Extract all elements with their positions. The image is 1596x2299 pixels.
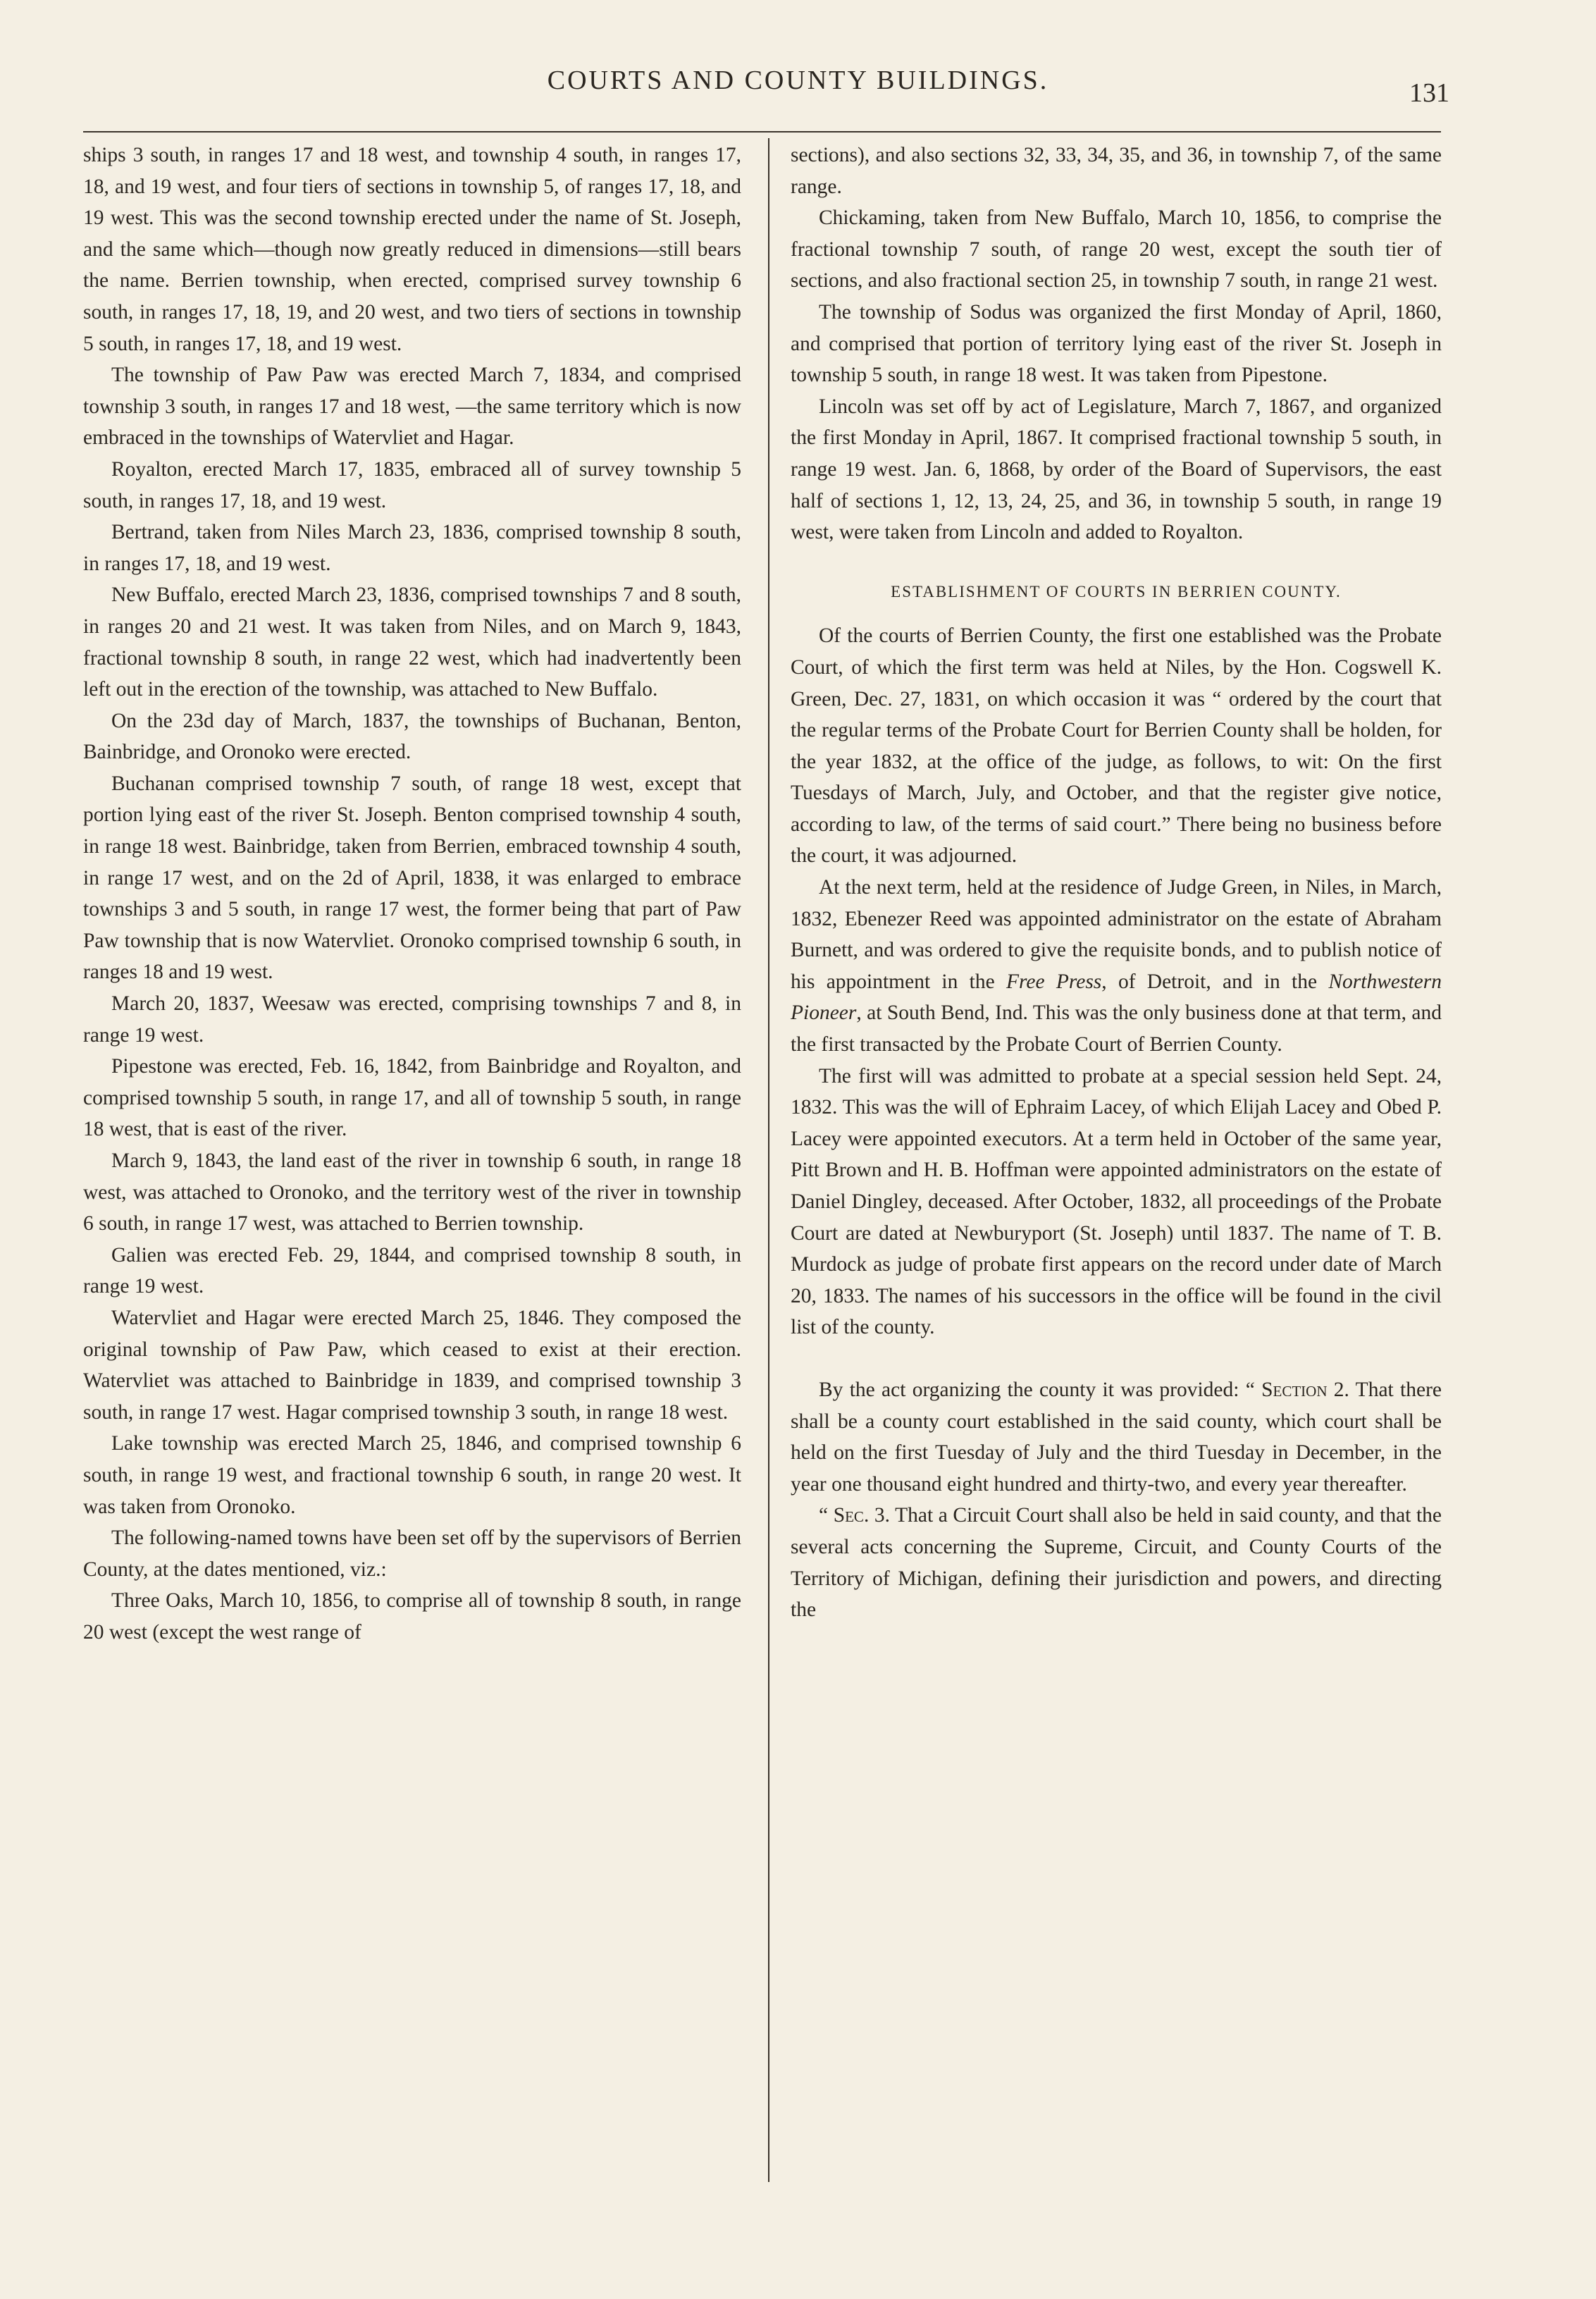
spacer [791,1343,1442,1374]
page-number: 131 [1409,78,1449,108]
paragraph [791,1500,1442,1625]
right-column [791,140,1442,1626]
paragraph: sections), and also sections 32, 33, 34, 35, and 36, in township 7, of the same range. [791,144,1442,198]
newspaper-title: Northwestern Pioneer [791,970,1442,1025]
paragraph: Pipestone was erected, Feb. 16, 1842, from Bainbridge and Royalton, and comprised township 5 south, in range 17, and all of township 5 south, in range 18 west, that is east of the river. [83,1055,741,1141]
section-heading: ESTABLISHMENT OF COURTS IN BERRIEN COUNTY. [891,582,1342,600]
paragraph: The township of Sodus was organized the first Monday of April, 1860, and comprised that portion of territory lying east of the river St. Joseph in township 5 south, in range 18 west. It was taken from Pipestone. [791,300,1442,387]
paragraph: New Buffalo, erected March 23, 1836, comprised townships 7 and 8 south, in ranges 20 and 21 west. It was taken from Niles, and on March 9, 1843, fractional township 8 south, in range 22 west, which had inadvertently been left out in the erection of the township, was attached to New Buffalo. [83,584,741,701]
paragraph: The first will was admitted to probate at a special session held Sept. 24, 1832. This was the will of Ephraim Lacey, of which Elijah Lacey and Obed P. Lacey were appointed executors. At a term held in October of the same year, Pitt Brown and H. B. Hoffman were appointed administrators on the estate of Daniel Dingley, deceased. After October, 1832, all proceedings of the Probate Court are dated at Newburyport (St. Joseph) until 1837. The name of T. B. Murdock as judge of probate first appears on the record under date of March 20, 1833. The names of his successors in the office will be found in the civil list of the county. [791,1064,1442,1339]
paragraph: Lake township was erected March 25, 1846, and comprised township 6 south, in range 19 west, and fractional township 6 south, in range 20 west. It was taken from Oronoko. [83,1432,741,1518]
paragraph: March 9, 1843, the land east of the river in township 6 south, in range 18 west, was attached to Oronoko, and the territory west of the river in township 6 south, in range 17 west, was attached to Berrien township. [83,1150,741,1235]
text-run: . 3. That a Circuit Court shall also be held in said county, and that the several acts concerning the Supreme, Circuit, and County Courts of the Territory of Michigan, defining their jurisdiction and powers, and directing the [791,1504,1442,1622]
running-header: COURTS AND COUNTY BUILDINGS. [547,66,1049,95]
text-run: At the next term, held at the residence of Judge Green, in Niles, in March, 1832, Ebenezer Reed was appointed administrator on the estate of Abraham Burnett, and was ordered to give the requisite bonds, and to publish notice of his appointment in the [791,876,1442,993]
paragraph: Galien was erected Feb. 29, 1844, and comprised township 8 south, in range 19 west. [83,1243,741,1298]
paragraph: Three Oaks, March 10, 1856, to comprise all of township 8 south, in range 20 west (except the west range of [83,1589,741,1644]
paragraph: The township of Paw Paw was erected March 7, 1834, and comprised township 3 south, in ranges 17 and 18 west, —the same territory which is now embraced in the townships of Watervliet and Hagar. [83,364,741,450]
paragraph: Watervliet and Hagar were erected March 25, 1846. They composed the original township of Paw Paw, which ceased to exist at their erection. Watervliet was attached to Bainbridge in 1839, and comprised township 3 south, in range 17 west. Hagar comprised township 3 south, in range 18 west. [83,1306,741,1424]
paragraph: Chickaming, taken from New Buffalo, March 10, 1856, to comprise the fractional township 7 south, of range 20 west, except the south tier of sections, and also fractional section 25, in township 7 south, in range 21 west. [791,207,1442,292]
paragraph: The following-named towns have been set off by the supervisors of Berrien County, at the dates mentioned, viz.: [83,1527,741,1581]
paragraph: Lincoln was set off by act of Legislature, March 7, 1867, and organized the first Monday in April, 1867. It comprised fractional township 5 south, in range 19 west. Jan. 6, 1868, by order of the Board of Supervisors, the east half of sections 1, 12, 13, 24, 25, and 36, in township 5 south, in range 19 west, were taken from Lincoln and added to Royalton. [791,395,1442,544]
paragraph: Buchanan comprised township 7 south, of range 18 west, except that portion lying east of the river St. Joseph. Benton comprised township 4 south, in range 18 west. Bainbridge, taken from Berrien, embraced township 4 south, in range 17 west, and on the 2d of April, 1838, it was enlarged to embrace townships 3 and 5 south, in range 17 west, the former being that part of Paw Paw township that is now Watervliet. Oronoko comprised township 6 south, in ranges 18 and 19 west. [83,772,741,984]
column-divider [768,138,769,2182]
paragraph: ships 3 south, in ranges 17 and 18 west, and township 4 south, in ranges 17, 18, and 19 west, and four tiers of sections in township 5, of ranges 17, 18, and 19 west. This was the second township erected under the name of St. Joseph, and the same which—though now greatly reduced in dimensions—still bears the name. Berrien township, when erected, comprised survey township 6 south, in ranges 17, 18, 19, and 20 west, and two tiers of sections in township 5 south, in ranges 17, 18, and 19 west. [83,144,741,355]
text-run: , of Detroit, and in the [1101,970,1329,993]
text-run: , at South Bend, Ind. This was the only business done at that term, and the first transacted by the Probate Court of Berrien County. [791,1001,1442,1056]
section-label: Section [1261,1378,1328,1401]
paragraph: Of the courts of Berrien County, the first one established was the Probate Court, of which the first term was held at Niles, by the Hon. Cogswell K. Green, Dec. 27, 1831, on which occasion it was “ ordered by the court that the regular terms of the Probate Court for Berrien County shall be holden, for the year 1832, at the office of the judge, as follows, to wit: On the first Tuesdays of March, July, and October, and that the register give notice, according to law, of the terms of said court.” There being no business before the court, it was adjourned. [791,624,1442,868]
paragraph [791,872,1442,1061]
text-run: 2. That there shall be a county court established in the said county, which court shall be held on the first Tuesday of July and the third Tuesday in December, in the year one thousand eight hundred and thirty-two, and every year thereafter. [791,1378,1442,1496]
paragraph [791,1374,1442,1500]
paragraph: On the 23d day of March, 1837, the townships of Buchanan, Benton, Bainbridge, and Oronoko were erected. [83,709,741,764]
text-run: By the act organizing the county it was provided: “ [819,1378,1262,1401]
paragraph: Royalton, erected March 17, 1835, embraced all of survey township 5 south, in ranges 17, 18, and 19 west. [83,457,741,512]
paragraph: Bertrand, taken from Niles March 23, 1836, comprised township 8 south, in ranges 17, 18, and 19 west. [83,521,741,575]
section-label: Sec [833,1504,864,1527]
header-rule [83,131,1441,132]
paragraph: March 20, 1837, Weesaw was erected, comprising townships 7 and 8, in range 19 west. [83,992,741,1047]
left-column [83,140,741,1648]
newspaper-title: Free Press [1006,970,1102,993]
text-run: “ [819,1504,834,1527]
